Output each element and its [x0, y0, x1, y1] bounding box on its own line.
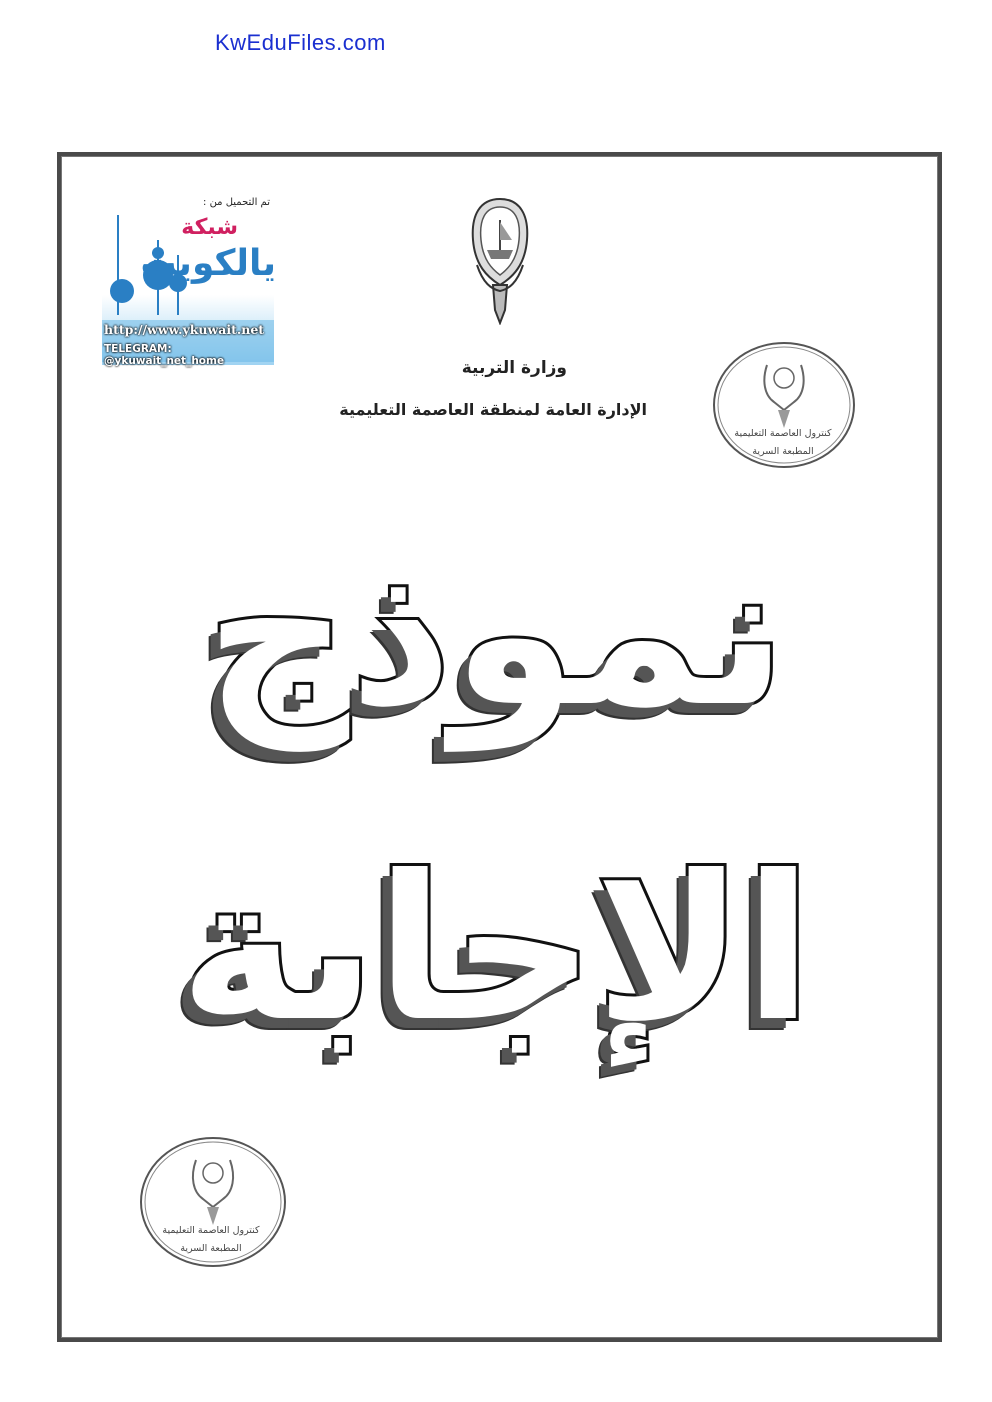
watermark-brand-line1: شبكة [181, 215, 238, 240]
directorate-name: الإدارة العامة لمنطقة العاصمة التعليمية [339, 400, 647, 419]
site-link[interactable]: KwEduFiles.com [215, 30, 386, 55]
stamp-top-line2: المطبعة السرية [752, 446, 814, 457]
control-stamp-bottom [138, 1135, 288, 1274]
watermark-caption: تم التحميل من : [203, 197, 270, 208]
stamp-bottom-line2: المطبعة السرية [180, 1243, 242, 1254]
ministry-name: وزارة التربية [461, 358, 567, 378]
control-stamp-top [712, 340, 857, 474]
answer-model-title-line1: نموذج [205, 518, 787, 751]
watermark-logo [98, 195, 278, 370]
watermark-brand-line2: يالكويت [140, 243, 276, 284]
stamp-top-line1: كنترول العاصمة التعليمية [734, 428, 832, 439]
watermark-telegram: TELEGRAM: @ykuwait_net_home [104, 343, 225, 367]
stamp-bottom-line1: كنترول العاصمة التعليمية [162, 1225, 260, 1236]
answer-model-title-line2: الإجابة [179, 833, 813, 1066]
state-emblem-icon [465, 195, 535, 325]
watermark-url: http://www.ykuwait.net [104, 322, 265, 337]
